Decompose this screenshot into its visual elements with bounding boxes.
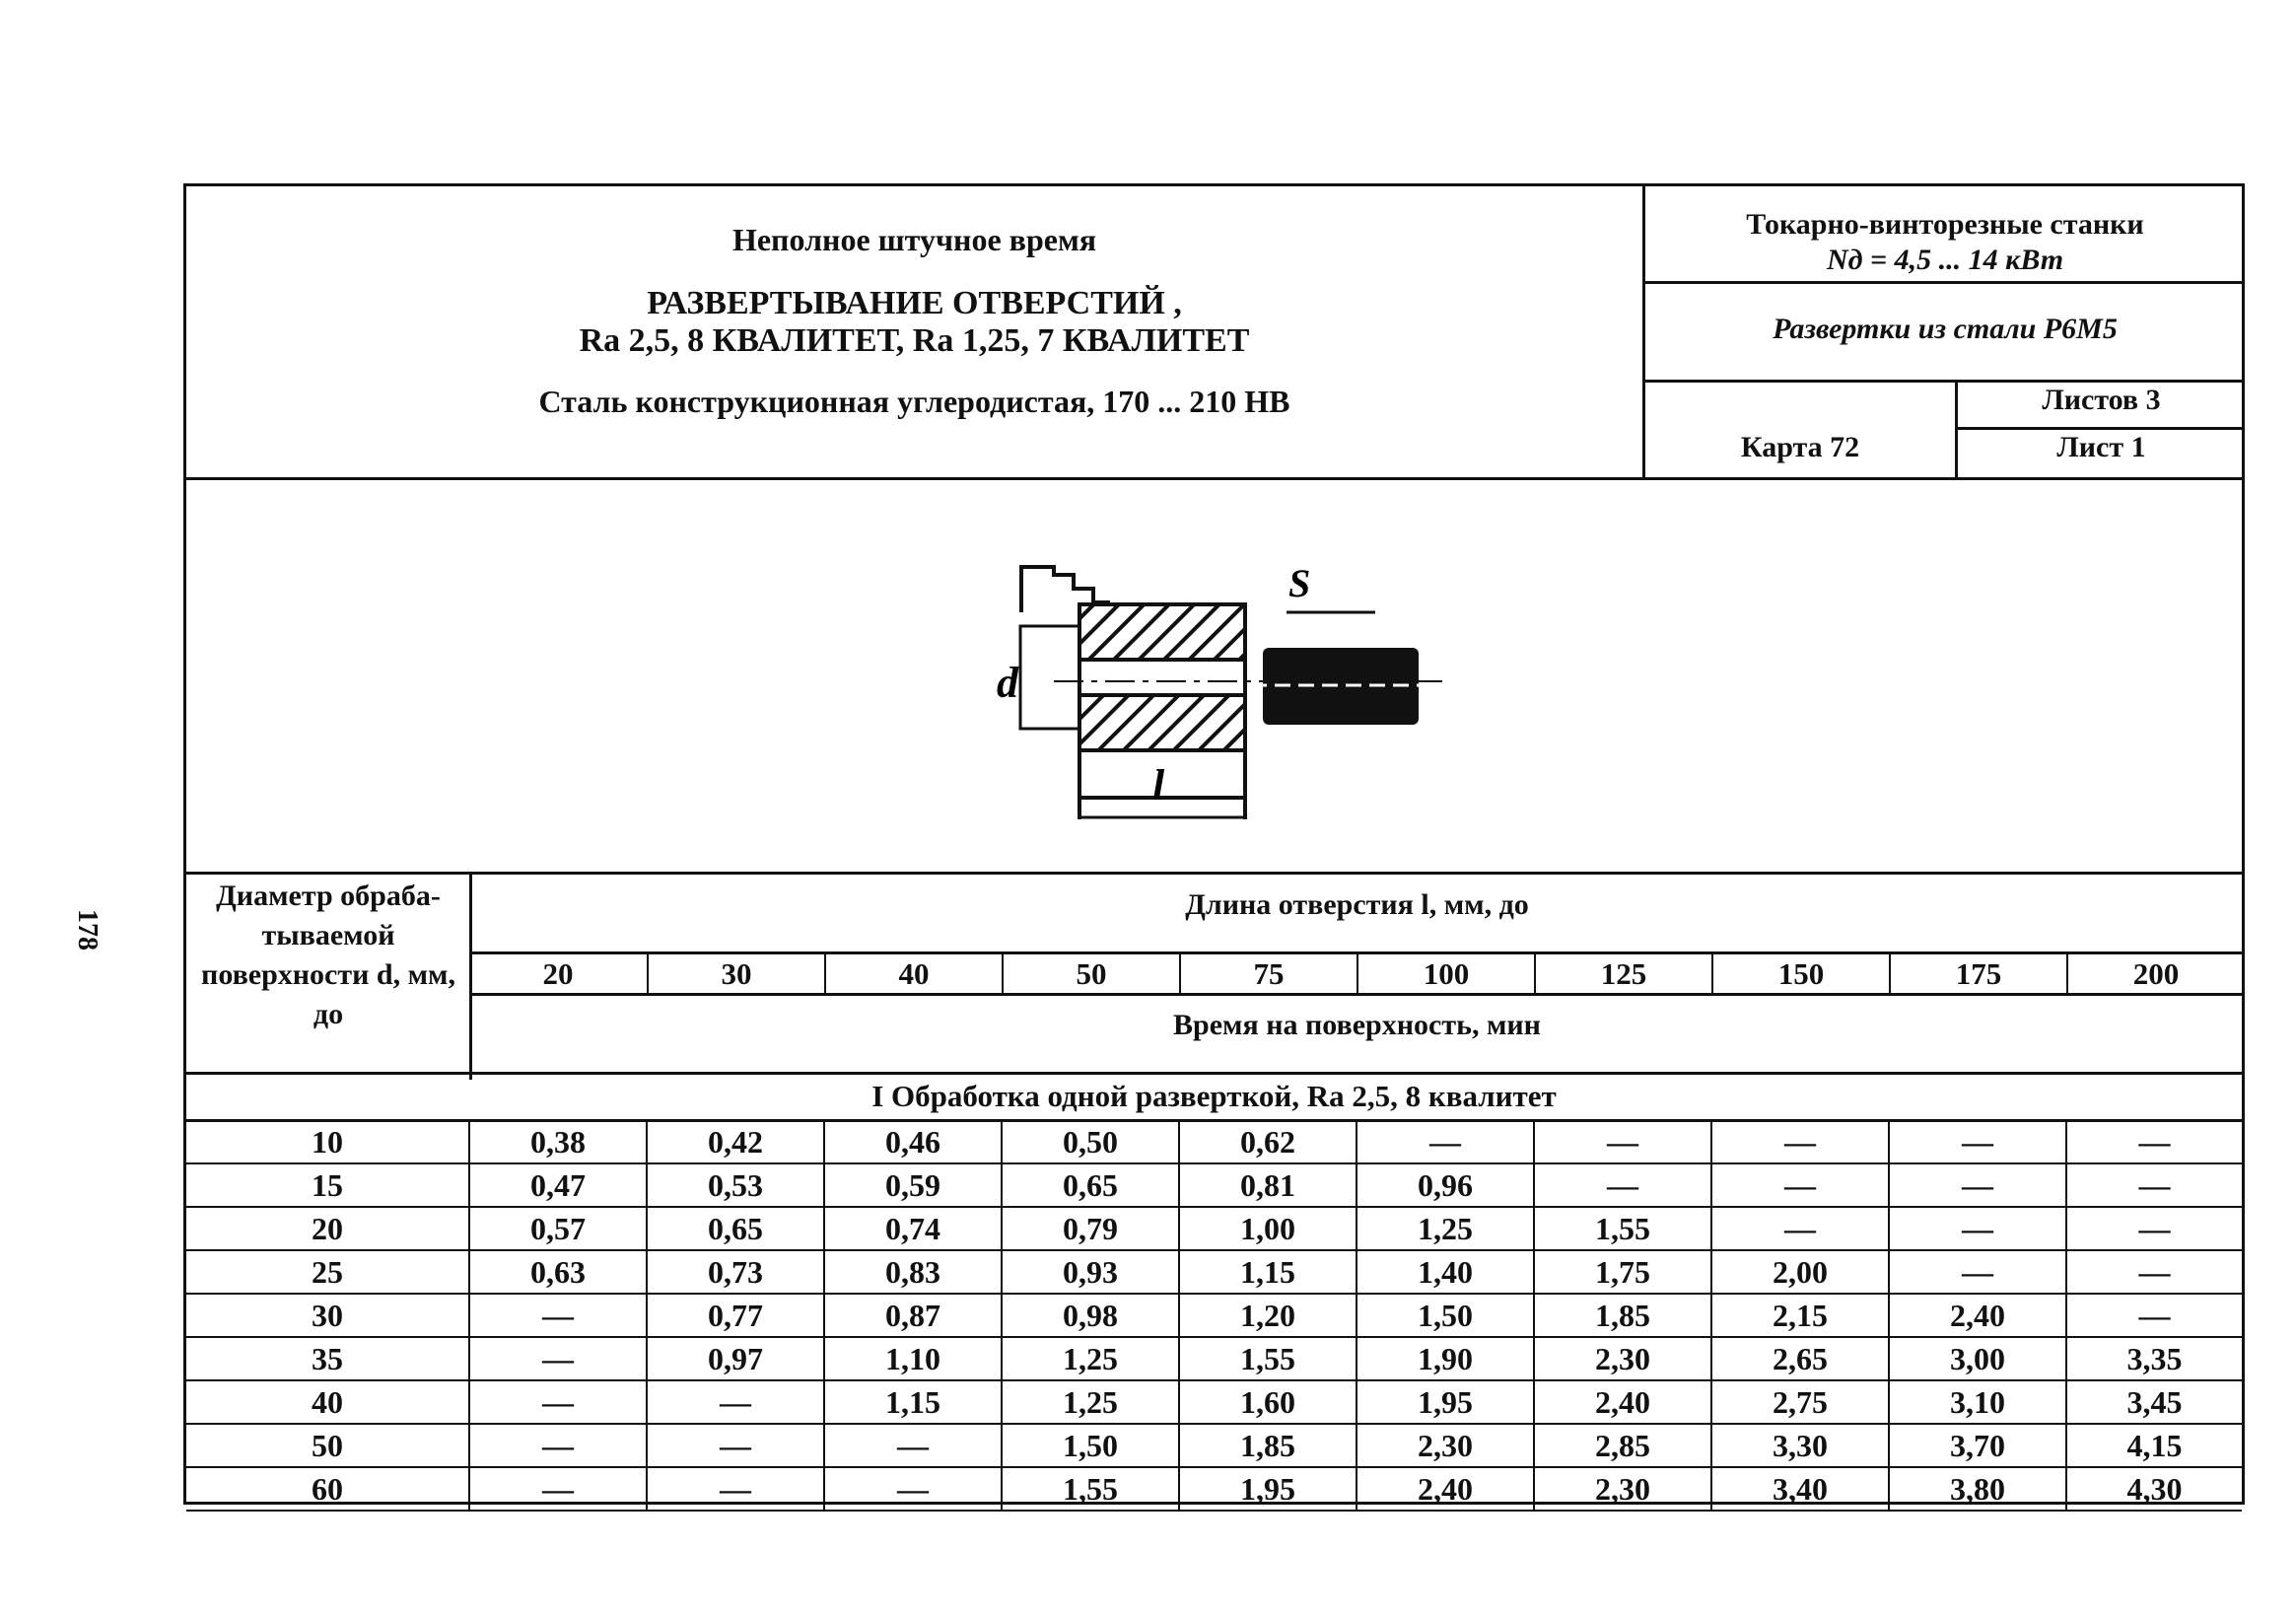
time-cell: 1,25 [1002,1337,1179,1380]
time-cell: 0,42 [647,1120,824,1163]
time-cell: 4,30 [2066,1467,2242,1511]
table-top-rule [186,872,2245,875]
diameter-cell: 30 [186,1294,469,1337]
time-table [186,1119,2242,1512]
time-cell: — [647,1467,824,1511]
time-cell: — [2066,1163,2242,1207]
table-row [186,1207,2242,1250]
length-header-cell: 125 [1534,954,1711,993]
time-cell: 2,75 [1711,1380,1889,1424]
time-cell: 2,30 [1534,1337,1711,1380]
length-header-cell: 175 [1889,954,2066,993]
time-cell: 1,15 [824,1380,1002,1424]
length-header-cell: 50 [1002,954,1179,993]
length-header-cell: 30 [647,954,824,993]
header-rule [1642,380,2245,383]
diameter-cell: 60 [186,1467,469,1511]
time-cell: — [824,1424,1002,1467]
reamer [1251,648,1434,725]
time-cell: 1,25 [1357,1207,1534,1250]
diameter-cell: 25 [186,1250,469,1294]
table-row [186,1424,2242,1467]
diameter-cell: 50 [186,1424,469,1467]
time-cell: 1,15 [1179,1250,1357,1294]
time-cell: — [647,1424,824,1467]
time-cell: — [1711,1207,1889,1250]
time-cell: 0,77 [647,1294,824,1337]
time-cell: 1,55 [1179,1337,1357,1380]
time-cell: — [2066,1207,2242,1250]
label-d: d [997,659,1018,707]
time-cell: 0,79 [1002,1207,1179,1250]
table-rule [186,1072,2245,1075]
time-cell: — [469,1337,647,1380]
time-cell: 0,47 [469,1163,647,1207]
length-row [469,954,2245,993]
time-header: Время на поверхность, мин [1173,1009,1541,1041]
time-cell: 3,80 [1889,1467,2066,1511]
length-header-cell: 40 [824,954,1002,993]
card-number: Карта 72 [1740,431,1860,463]
time-cell: 0,97 [647,1337,824,1380]
time-cell: 0,73 [647,1250,824,1294]
time-cell: — [1889,1163,2066,1207]
length-header-cell: 20 [542,956,574,991]
time-cell: 0,87 [824,1294,1002,1337]
time-cell: 1,55 [1534,1207,1711,1250]
time-cell: 3,30 [1711,1424,1889,1467]
label-l: l [1152,761,1165,810]
table-row [186,1337,2242,1380]
time-cell: 1,95 [1357,1380,1534,1424]
length-header-cell: 150 [1711,954,1889,993]
time-cell: 1,50 [1002,1424,1179,1467]
table-row [186,1294,2242,1337]
time-cell: 1,90 [1357,1337,1534,1380]
time-cell: 1,75 [1534,1250,1711,1294]
time-cell: — [469,1294,647,1337]
time-cell: 3,35 [2066,1337,2242,1380]
time-cell: — [2066,1294,2242,1337]
time-cell: 3,45 [2066,1380,2242,1424]
material-spec: Сталь конструкционная углеродистая, 170 ... 210 HB [538,384,1290,419]
header-rule [1955,427,2245,430]
length-header-cell: 200 [2066,954,2244,993]
diameter-cell: 35 [186,1337,469,1380]
length-header-cell: 75 [1179,954,1357,993]
time-cell: 0,83 [824,1250,1002,1294]
page-title: РАЗВЕРТЫВАНИЕ ОТВЕРСТИЙ , [647,285,1182,321]
time-cell: 1,85 [1179,1424,1357,1467]
time-cell: — [1889,1120,2066,1163]
time-cell: — [1357,1120,1534,1163]
time-cell: — [469,1424,647,1467]
table-row [186,1380,2242,1424]
time-cell: — [1711,1163,1889,1207]
subtitle: Неполное штучное время [731,222,1097,257]
time-cell: — [1534,1120,1711,1163]
table-rule [469,993,2245,996]
time-cell: 2,15 [1711,1294,1889,1337]
length-header: Длина отверстия l, мм, до [1185,888,1529,921]
time-cell: 1,10 [824,1337,1002,1380]
time-cell: 1,20 [1179,1294,1357,1337]
sheet-number: Лист 1 [2056,431,2146,463]
time-cell: 1,85 [1534,1294,1711,1337]
time-cell: — [469,1380,647,1424]
time-cell: 0,59 [824,1163,1002,1207]
table-row [186,1250,2242,1294]
time-cell: 0,46 [824,1120,1002,1163]
time-cell: 1,55 [1002,1467,1179,1511]
time-cell: — [2066,1250,2242,1294]
diameter-dimension [1020,626,1079,729]
label-s: S [1288,561,1311,605]
machine-type: Токарно-винторезные станки [1746,208,2144,241]
time-cell: 1,95 [1179,1467,1357,1511]
normative-card [183,183,2245,1505]
time-cell: 1,25 [1002,1380,1179,1424]
time-cell: — [1889,1207,2066,1250]
page-number: 178 [72,909,103,950]
table-row [186,1120,2242,1163]
time-cell: 0,62 [1179,1120,1357,1163]
time-cell: 2,00 [1711,1250,1889,1294]
time-cell: 3,70 [1889,1424,2066,1467]
time-cell: 0,63 [469,1250,647,1294]
time-cell: 2,30 [1534,1467,1711,1511]
time-cell: 2,40 [1534,1380,1711,1424]
time-cell: 0,65 [1002,1163,1179,1207]
time-cell: — [1889,1250,2066,1294]
time-cell: 0,96 [1357,1163,1534,1207]
time-cell: 0,93 [1002,1250,1179,1294]
diameter-cell: 20 [186,1207,469,1250]
time-cell: — [647,1380,824,1424]
diameter-cell: 10 [186,1120,469,1163]
motor-power: Nд = 4,5 ... 14 кВт [1826,244,2064,276]
diameter-column-header: Диаметр обраба-тываемой поверхности d, мм, до [201,880,455,1030]
time-cell: 2,65 [1711,1337,1889,1380]
time-cell: 1,40 [1357,1250,1534,1294]
time-cell: 2,85 [1534,1424,1711,1467]
time-cell: 0,50 [1002,1120,1179,1163]
section-title: I Обработка одной разверткой, Ra 2,5, 8 квалитет [871,1079,1557,1113]
time-cell: — [2066,1120,2242,1163]
time-cell: — [824,1467,1002,1511]
diameter-cell: 40 [186,1380,469,1424]
diameter-cell: 15 [186,1163,469,1207]
time-cell: — [1711,1120,1889,1163]
time-cell: 0,57 [469,1207,647,1250]
time-cell: 4,15 [2066,1424,2242,1467]
time-cell: — [469,1467,647,1511]
time-cell: 3,10 [1889,1380,2066,1424]
time-cell: 0,53 [647,1163,824,1207]
time-cell: 3,40 [1711,1467,1889,1511]
time-cell: — [1534,1163,1711,1207]
time-cell: 3,00 [1889,1337,2066,1380]
time-cell: 0,81 [1179,1163,1357,1207]
time-cell: 1,00 [1179,1207,1357,1250]
time-cell: 2,40 [1357,1467,1534,1511]
time-cell: 0,65 [647,1207,824,1250]
tool-material: Развертки из стали Р6М5 [1773,313,2118,345]
length-header-cell: 100 [1357,954,1534,993]
time-cell: 0,74 [824,1207,1002,1250]
time-cell: 1,60 [1179,1380,1357,1424]
sheets-total: Листов 3 [2042,384,2161,416]
quality-spec: Ra 2,5, 8 КВАЛИТЕТ, Ra 1,25, 7 КВАЛИТЕТ [579,322,1250,359]
time-cell: 1,50 [1357,1294,1534,1337]
time-cell: 0,98 [1002,1294,1179,1337]
table-row [186,1467,2242,1511]
header-rule [1642,281,2245,284]
time-cell: 2,30 [1357,1424,1534,1467]
time-cell: 0,38 [469,1120,647,1163]
table-row [186,1163,2242,1207]
time-cell: 2,40 [1889,1294,2066,1337]
reaming-diagram [186,480,2242,873]
